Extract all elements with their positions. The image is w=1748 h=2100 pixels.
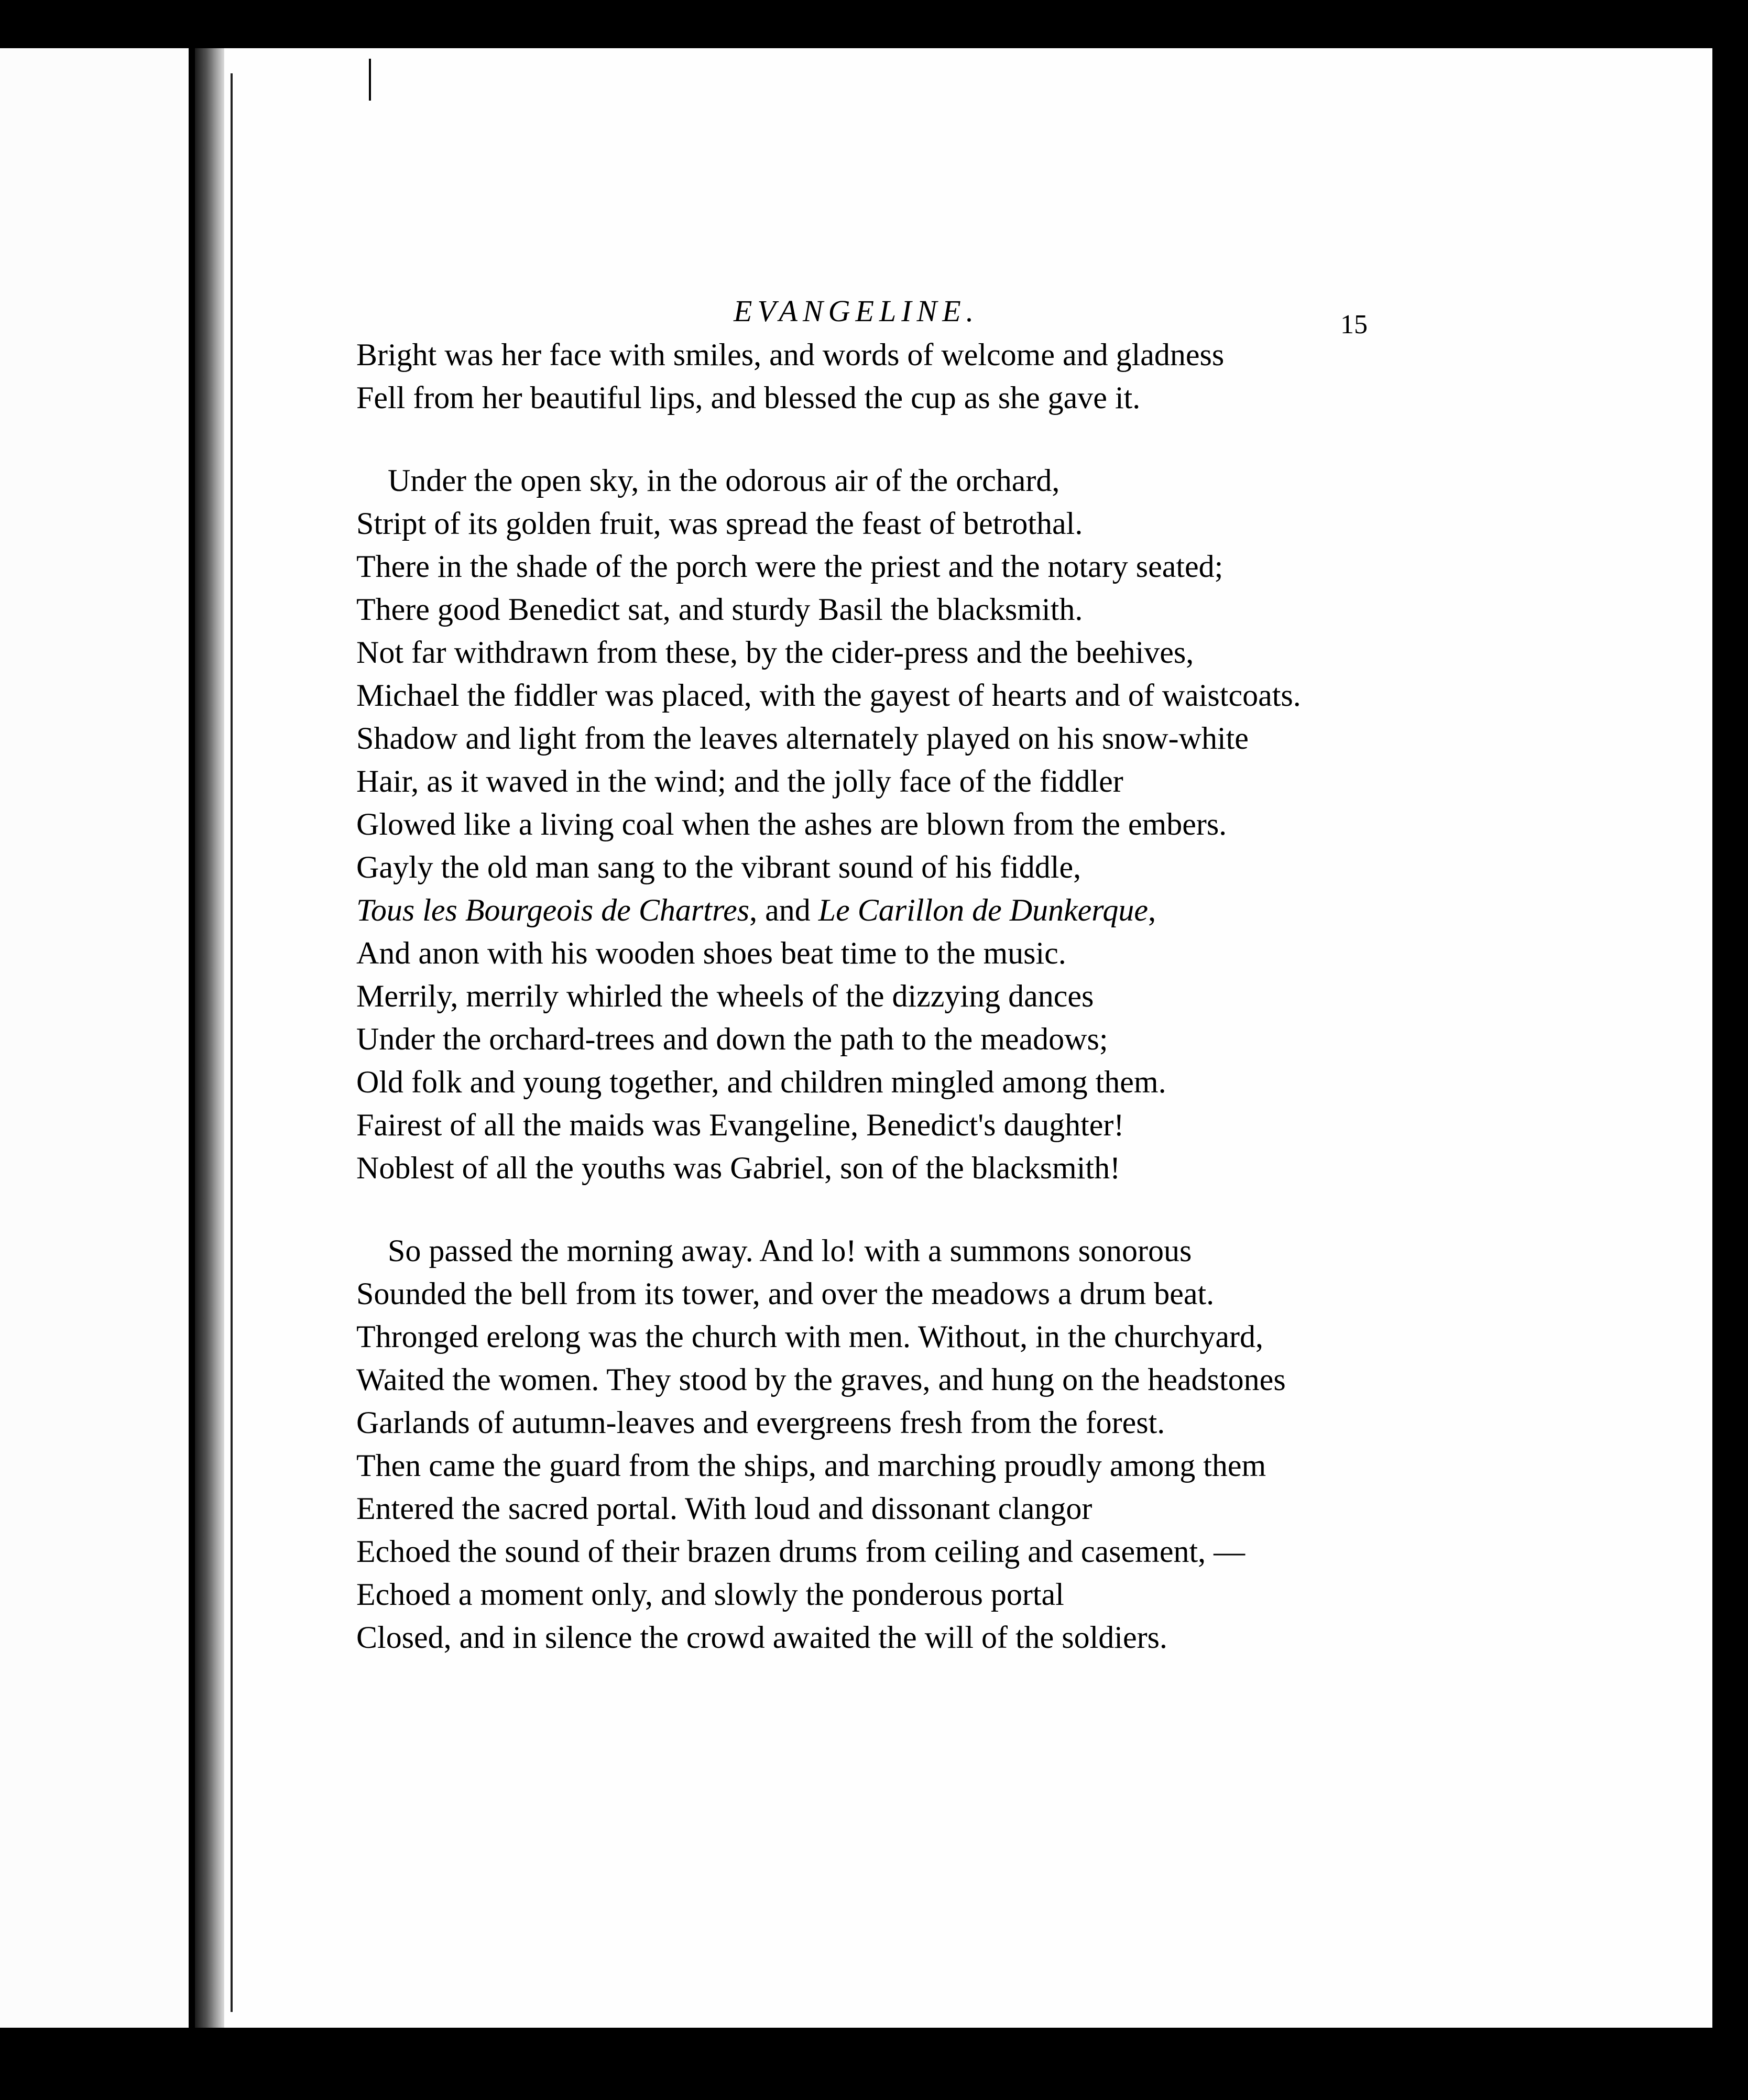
verse-line: Fell from her beautiful lips, and blessed the cup as she gave it. <box>356 380 1141 415</box>
verse-line: Thronged erelong was the church with men. Without, in the churchyard, <box>356 1319 1263 1354</box>
verse-line: Merrily, merrily whirled the wheels of the dizzying dances <box>356 979 1094 1013</box>
verse-line: Bright was her face with smiles, and words of welcome and gladness <box>356 337 1225 372</box>
facing-page <box>0 48 189 2028</box>
verse-line: Entered the sacred portal. With loud and dissonant clangor <box>356 1491 1092 1526</box>
song-title: Le Carillon de Dunkerque <box>818 893 1149 927</box>
verse-line: Shadow and light from the leaves alternately played on his snow-white <box>356 721 1249 756</box>
verse-line: So passed the morning away. And lo! with a summons sonorous <box>388 1233 1192 1268</box>
stanza <box>356 333 1698 419</box>
verse-line: Stript of its golden fruit, was spread the feast of betrothal. <box>356 506 1083 541</box>
running-header: EVANGELINE. <box>734 294 979 328</box>
verse-line: Closed, and in silence the crowd awaited the will of the soldiers. <box>356 1620 1167 1655</box>
verse-line: There good Benedict sat, and sturdy Basil the blacksmith. <box>356 592 1083 627</box>
verse-joiner: , and <box>749 893 818 927</box>
verse-line: Not far withdrawn from these, by the cider-press and the beehives, <box>356 635 1194 670</box>
verse-line: Old folk and young together, and children mingled among them. <box>356 1065 1166 1099</box>
verse-line: Fairest of all the maids was Evangeline, Benedict's daughter! <box>356 1108 1124 1142</box>
verse-line: Gayly the old man sang to the vibrant sound of his fiddle, <box>356 850 1081 884</box>
stanza <box>356 459 1698 1189</box>
verse-line: Waited the women. They stood by the graves, and hung on the headstones <box>356 1362 1286 1397</box>
verse-line: Hair, as it waved in the wind; and the jolly face of the fiddler <box>356 764 1123 799</box>
verse-line: Glowed like a living coal when the ashes are blown from the embers. <box>356 807 1227 841</box>
page-number: 15 <box>1340 310 1368 340</box>
verse-line: Michael the fiddler was placed, with the gayest of hearts and of waistcoats. <box>356 678 1301 713</box>
book-spine <box>195 48 224 2028</box>
top-tick-mark <box>369 59 371 101</box>
verse-line-italic-titles <box>356 889 1698 932</box>
song-title: Tous les Bourgeois de Chartres <box>356 893 750 927</box>
verse-line: Under the orchard-trees and down the path to the meadows; <box>356 1022 1108 1056</box>
verse-line: Echoed the sound of their brazen drums from ceiling and casement, — <box>356 1534 1246 1569</box>
verse-line: Under the open sky, in the odorous air of the orchard, <box>388 463 1060 498</box>
stanza <box>356 1229 1698 1659</box>
verse-line: Sounded the bell from its tower, and over the meadows a drum beat. <box>356 1276 1215 1311</box>
poem-body <box>356 333 1698 1659</box>
verse-line: Garlands of autumn-leaves and evergreens fresh from the forest. <box>356 1405 1165 1440</box>
verse-line: Echoed a moment only, and slowly the ponderous portal <box>356 1577 1064 1612</box>
verse-line: Noblest of all the youths was Gabriel, son of the blacksmith! <box>356 1151 1121 1185</box>
verse-end: , <box>1148 893 1156 927</box>
verse-line: There in the shade of the porch were the priest and the notary seated; <box>356 549 1223 584</box>
verse-line: Then came the guard from the ships, and marching proudly among them <box>356 1448 1266 1483</box>
gutter-line <box>231 73 233 2012</box>
verse-line: And anon with his wooden shoes beat time to the music. <box>356 936 1066 970</box>
